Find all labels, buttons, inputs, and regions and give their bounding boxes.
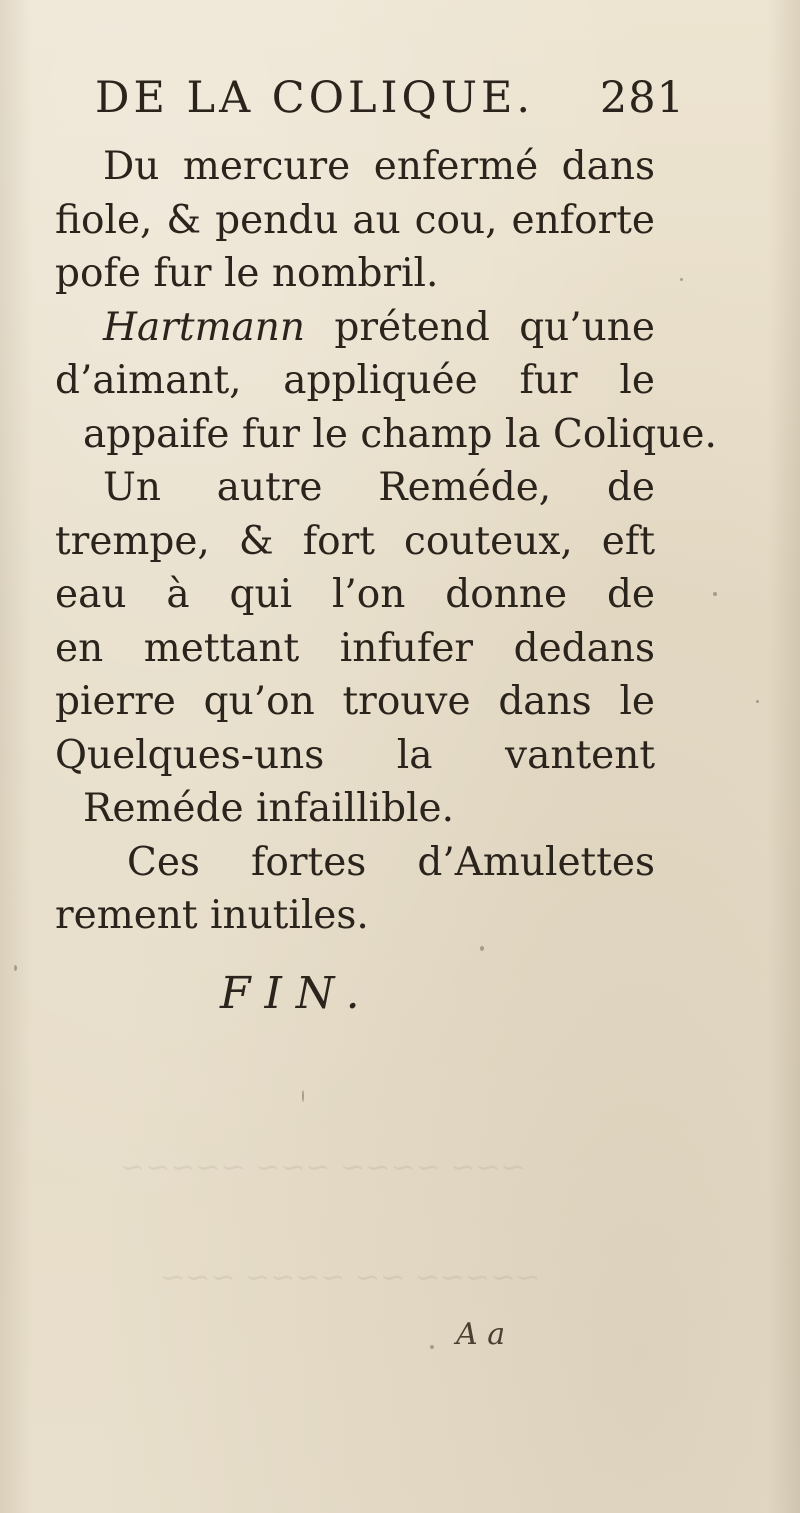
text-line: pofe fur le nombril.	[55, 251, 439, 296]
text-line: Quelques-uns la vantent	[55, 732, 655, 778]
paper-speck	[680, 278, 683, 281]
text-line: eau à qui l’on donne de	[55, 572, 655, 617]
text-fragment: prétend qu’une	[334, 304, 655, 350]
paper-speck	[430, 1345, 434, 1349]
text-line: trempe, & fort couteux, eft	[55, 518, 655, 564]
text-line: Du mercure enfermé dans	[103, 144, 655, 189]
paper-speck	[14, 965, 17, 971]
page-left-shadow	[0, 0, 32, 1513]
text-line: en mettant infufer dedans	[55, 625, 655, 671]
paper-speck	[480, 946, 484, 951]
author-name: Hartmann	[103, 304, 306, 350]
text-line: d’aimant, appliquée fur le	[55, 358, 655, 403]
text-line: rement inutiles.	[55, 893, 369, 938]
show-through-text: ~~~ ~~~~ ~~~ ~~~~~	[120, 1150, 526, 1185]
signature-mark: A a	[456, 1317, 506, 1352]
running-title: DE LA COLIQUE.	[95, 73, 535, 123]
page-right-shadow	[768, 0, 800, 1513]
text-line	[55, 301, 655, 355]
text-line: Ces fortes d’Amulettes	[127, 839, 655, 885]
show-through-text: ~~~~~ ~~ ~~~~ ~~~	[160, 1260, 541, 1295]
text-line: appaife fur le champ la Colique.	[83, 411, 717, 457]
text-line: pierre qu’on trouve dans le	[55, 679, 655, 724]
page-body	[55, 140, 717, 943]
paper-speck	[756, 700, 759, 703]
closing-fin: FIN.	[220, 968, 374, 1019]
text-line: Un autre Reméde, de	[103, 465, 655, 510]
running-header	[95, 68, 685, 128]
paper-speck	[302, 1090, 304, 1102]
page-number: 281	[599, 73, 685, 123]
text-line: Reméde infaillible.	[83, 786, 455, 831]
paper-speck	[713, 592, 717, 596]
text-line: fiole, & pendu au cou, enforte	[55, 197, 655, 243]
